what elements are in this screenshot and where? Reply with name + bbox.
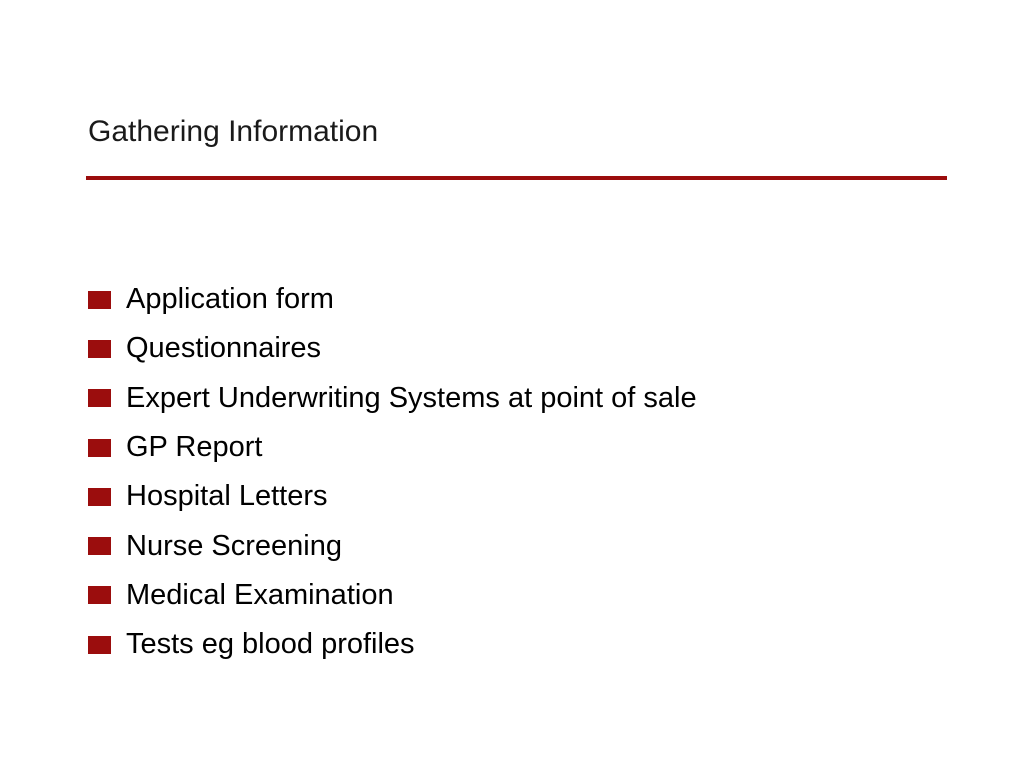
square-bullet-icon: [88, 389, 111, 407]
bullet-item: [88, 324, 697, 373]
bullet-item: [88, 423, 697, 472]
square-bullet-icon: [88, 636, 111, 654]
bullet-text: Medical Examination: [126, 578, 394, 611]
bullet-text: Tests eg blood profiles: [126, 628, 415, 661]
title-divider: [86, 176, 947, 180]
bullet-list: [88, 275, 697, 669]
bullet-text: Nurse Screening: [126, 529, 342, 562]
square-bullet-icon: [88, 439, 111, 457]
bullet-item: [88, 521, 697, 570]
bullet-text: Hospital Letters: [126, 480, 328, 513]
square-bullet-icon: [88, 586, 111, 604]
square-bullet-icon: [88, 537, 111, 555]
square-bullet-icon: [88, 488, 111, 506]
square-bullet-icon: [88, 291, 111, 309]
bullet-item: [88, 571, 697, 620]
bullet-item: [88, 620, 697, 669]
bullet-text: Application form: [126, 283, 334, 316]
bullet-item: [88, 472, 697, 521]
slide-title: Gathering Information: [88, 115, 379, 148]
bullet-item: [88, 374, 697, 423]
bullet-item: [88, 275, 697, 324]
bullet-text: GP Report: [126, 431, 263, 464]
bullet-text: Questionnaires: [126, 332, 322, 365]
bullet-text: Expert Underwriting Systems at point of sale: [126, 381, 697, 414]
square-bullet-icon: [88, 340, 111, 358]
